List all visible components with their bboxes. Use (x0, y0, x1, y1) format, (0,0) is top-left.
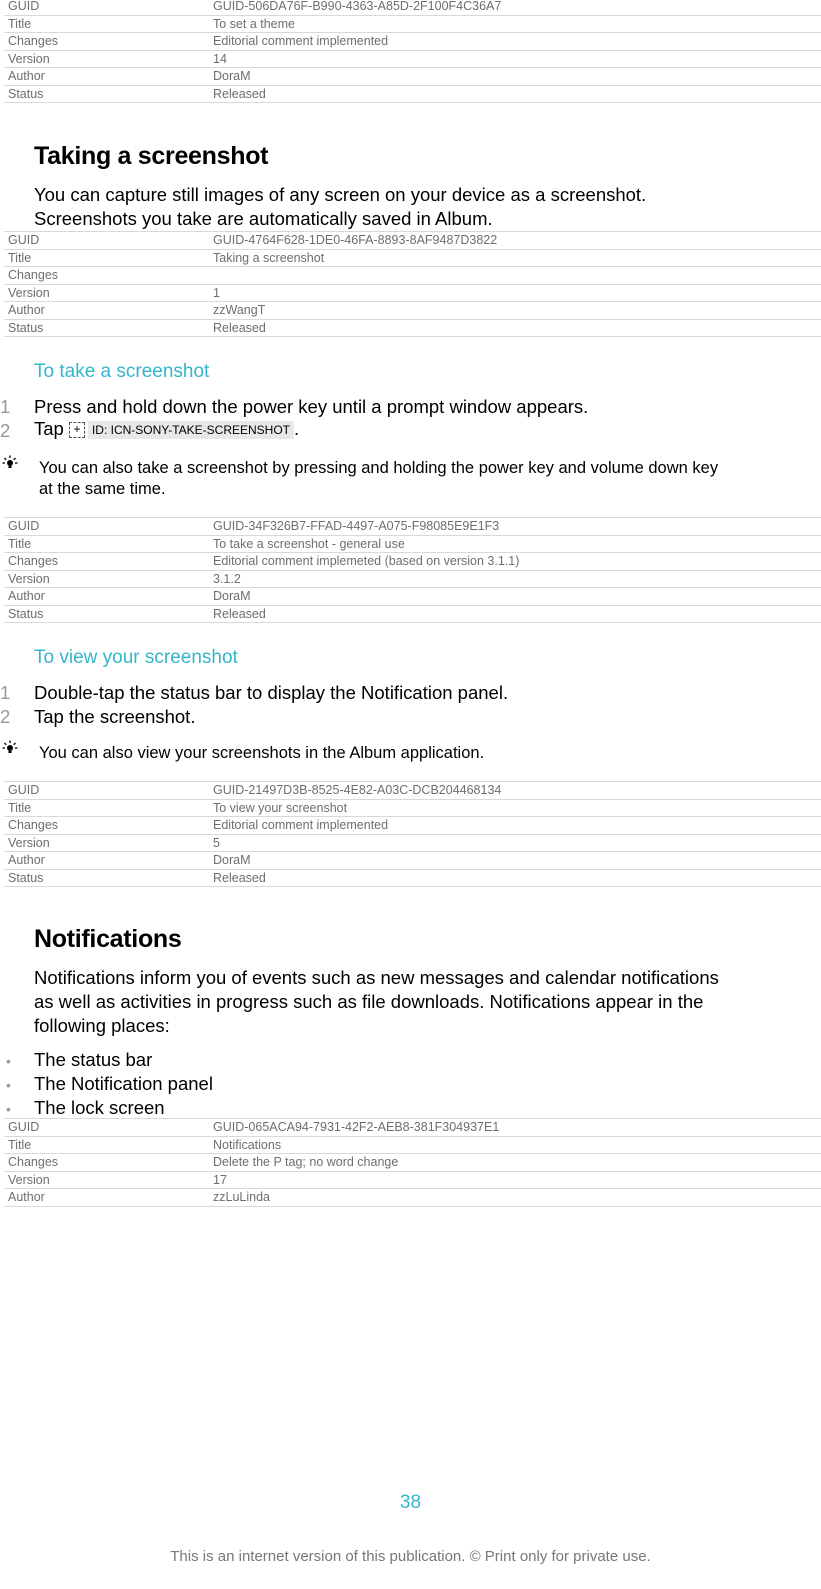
list-item: The status bar (34, 1049, 153, 1070)
bullet: • (6, 1077, 11, 1093)
table-row: Changes Editorial comment implemented (4, 33, 821, 51)
table-row: Version 1 (4, 284, 821, 302)
lightbulb-icon (2, 455, 18, 471)
table-row: Title To set a theme (4, 15, 821, 33)
table-row: Author zzWangT (4, 302, 821, 320)
table-row: Author zzLuLinda (4, 1189, 821, 1207)
table-row: GUID GUID-34F326B7-FFAD-4497-A075-F98085E9E1F3 (4, 518, 821, 536)
take-screenshot-icon: + (69, 422, 85, 438)
section-heading: Taking a screenshot (34, 142, 269, 170)
table-row: Status Released (4, 319, 821, 337)
step-suffix: . (294, 418, 300, 439)
step-number: 1 (0, 682, 11, 703)
step-number: 1 (0, 396, 11, 417)
bullet: • (6, 1101, 11, 1117)
body-line: as well as activities in progress such as file downloads. Notifications appear in the (34, 991, 704, 1012)
table-row: Author DoraM (4, 588, 821, 606)
table-row: Author DoraM (4, 68, 821, 86)
page-number: 38 (399, 1492, 422, 1513)
metadata-table (4, 0, 821, 103)
body-line: following places: (34, 1015, 170, 1036)
table-row: Version 5 (4, 834, 821, 852)
table-row: Version 14 (4, 50, 821, 68)
step-prefix: Tap (34, 418, 64, 439)
list-item: The lock screen (34, 1097, 165, 1118)
subsection-heading: To take a screenshot (34, 361, 210, 382)
metadata-table (4, 1118, 821, 1207)
lightbulb-icon (2, 740, 18, 756)
table-row: Changes Editorial comment implemeted (based on version 3.1.1) (4, 553, 821, 571)
metadata-table (4, 781, 821, 887)
table-row: Title Notifications (4, 1136, 821, 1154)
section-heading: Notifications (34, 925, 182, 953)
table-row: Title To take a screenshot - general use (4, 535, 821, 553)
intro-line: Screenshots you take are automatically saved in Album. (34, 208, 493, 229)
table-row: Version 3.1.2 (4, 570, 821, 588)
table-row: Author DoraM (4, 852, 821, 870)
metadata-table (4, 517, 821, 623)
table-row: GUID GUID-065ACA94-7931-42F2-AEB8-381F304937E1 (4, 1119, 821, 1137)
subsection-heading: To view your screenshot (34, 647, 238, 668)
intro-line: You can capture still images of any screen on your device as a screenshot. (34, 184, 647, 205)
table-row: Changes (4, 267, 821, 285)
table-row: Changes Editorial comment implemented (4, 817, 821, 835)
table-row: Status Released (4, 605, 821, 623)
tip-text: at the same time. (39, 480, 166, 498)
step-number: 2 (0, 420, 11, 441)
table-row: GUID GUID-506DA76F-B990-4363-A85D-2F100F4C36A7 (4, 0, 821, 15)
tip-text: You can also view your screenshots in the Album application. (39, 744, 485, 762)
step-text: Double-tap the status bar to display the Notification panel. (34, 682, 509, 703)
step-text: Tap the screenshot. (34, 706, 196, 727)
icon-id-badge: ID: ICN-SONY-TAKE-SCREENSHOT (88, 421, 294, 439)
body-line: Notifications inform you of events such as new messages and calendar notifications (34, 967, 719, 988)
step-number: 2 (0, 706, 11, 727)
footer-notice: This is an internet version of this publication. © Print only for private use. (170, 1548, 651, 1565)
list-item: The Notification panel (34, 1073, 213, 1094)
table-row: Status Released (4, 85, 821, 103)
table-row: GUID GUID-4764F628-1DE0-46FA-8893-8AF9487D3822 (4, 232, 821, 250)
table-row: Changes Delete the P tag; no word change (4, 1154, 821, 1172)
table-row: Status Released (4, 869, 821, 887)
bullet: • (6, 1053, 11, 1069)
tip-text: You can also take a screenshot by pressing and holding the power key and volume down key (39, 459, 719, 477)
metadata-table (4, 231, 821, 337)
table-row: Title To view your screenshot (4, 799, 821, 817)
table-row: GUID GUID-21497D3B-8525-4E82-A03C-DCB204468134 (4, 782, 821, 800)
table-row: Version 17 (4, 1171, 821, 1189)
step-text: Press and hold down the power key until a prompt window appears. (34, 396, 589, 417)
step-text (34, 418, 299, 440)
table-row: Title Taking a screenshot (4, 249, 821, 267)
